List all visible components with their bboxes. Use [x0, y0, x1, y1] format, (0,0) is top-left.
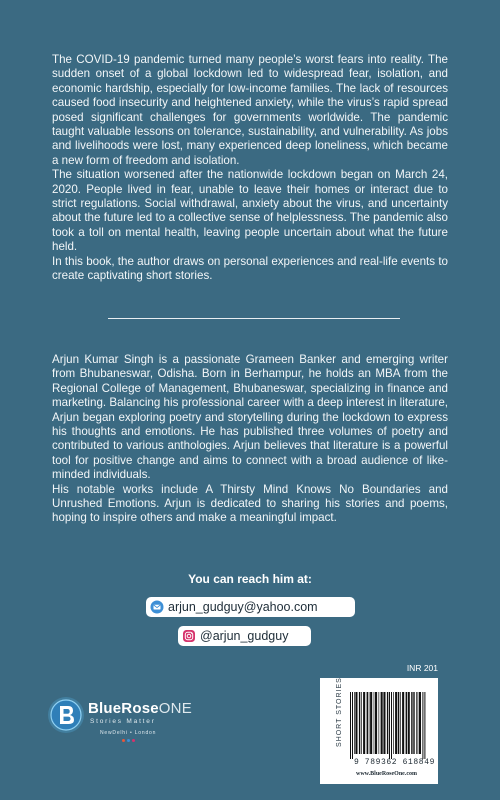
barcode-bar	[411, 692, 412, 754]
barcode-bar	[400, 692, 401, 754]
barcode-bar	[406, 692, 407, 754]
social-dot-icon	[127, 739, 130, 742]
barcode-bar	[354, 692, 355, 754]
publisher-cities: NewDelhi • London	[100, 730, 157, 736]
barcode-bar	[395, 692, 397, 754]
publisher-website: www.BlueRoseOne.com	[356, 771, 417, 777]
barcode-guard-bar	[422, 692, 423, 759]
barcode-bar	[367, 692, 368, 754]
barcode-bar	[408, 692, 410, 754]
publisher-emblem-icon	[46, 692, 86, 738]
barcode-guard-bar	[389, 692, 390, 759]
author-bio-paragraph-1: Arjun Kumar Singh is a passionate Grameen Banker and emerging writer from Bhubaneswar, Odisha. Born in Berhampur, he holds an MBA from the Regional College of Management, Bhubaneswar, specializing in finance and marketing. Balancing his professional career with a deep interest in literature, Arjun began exploring poetry and storytelling during the lockdown to express his thoughts and emotions. He has published three volumes of poetry and contributed to various anthologies. Arjun believes that literature is a powerful tool for positive change and aims to connect with a broad audience of like-minded individuals.	[52, 353, 448, 482]
barcode-bar	[370, 692, 372, 754]
genre-label: SHORT STORIES	[336, 677, 343, 747]
contact-heading: You can reach him at:	[188, 572, 312, 586]
synopsis-paragraph-3: In this book, the author draws on personal experiences and real-life events to create captivating short stories.	[52, 254, 448, 283]
isbn-number: 9 789362 618849	[354, 758, 436, 767]
publisher-name-main: BlueRose	[88, 700, 159, 717]
barcode-bar	[363, 692, 365, 754]
barcode-bar	[419, 692, 421, 754]
email-address: arjun_gudguy@yahoo.com	[168, 600, 318, 614]
publisher-tagline: Stories Matter	[90, 718, 156, 725]
instagram-handle: @arjun_gudguy	[200, 629, 289, 643]
price-label: INR 201	[406, 663, 438, 673]
barcode-bar	[416, 692, 417, 754]
instagram-icon	[182, 629, 196, 643]
barcode-bar	[383, 692, 385, 754]
barcode-bar	[393, 692, 394, 754]
barcode-bar	[387, 692, 388, 754]
synopsis-paragraph-1: The COVID-19 pandemic turned many people’s worst fears into reality. The sudden onset of a global lockdown led to widespread fear, isolation, and economic hardship, especially for low-income families. The lack of resources caused food insecurity and heightened anxiety, while the virus’s rapid spread posed significant challenges for governments worldwide. The pandemic taught valuable lessons on tolerance, sustainability, and vulnerability. As jobs and livelihoods were lost, many experienced deep loneliness, which became a new form of freedom and isolation.	[52, 53, 448, 167]
barcode-bar	[355, 692, 357, 754]
publisher-logo	[46, 692, 246, 752]
synopsis-section	[52, 53, 448, 284]
publisher-name-one: ONE	[158, 700, 192, 717]
synopsis-paragraph-2: The situation worsened after the nationwide lockdown began on March 24, 2020. People lived in fear, unable to leave their homes or interact due to strict regulations. Social withdrawal, anxiety about the virus, and uncertainty about the future led to a collective sense of helplessness. The pandemic also took a toll on mental health, leaving people uncertain about what the future held.	[52, 168, 448, 254]
section-divider	[108, 318, 400, 319]
barcode-bar	[379, 692, 380, 754]
barcode-bar	[359, 692, 360, 754]
barcode-bar	[374, 692, 375, 754]
author-bio-section	[52, 353, 448, 526]
barcode-bar	[361, 692, 362, 754]
barcode-bar	[418, 692, 419, 754]
barcode-bar	[375, 692, 377, 754]
social-dot-icon	[122, 739, 125, 742]
barcode-bar	[402, 692, 404, 754]
email-contact-pill[interactable]	[146, 597, 355, 617]
barcode-bar	[413, 692, 414, 754]
barcode-guard-bar	[391, 692, 392, 759]
author-bio-paragraph-2: His notable works include A Thirsty Mind Knows No Boundaries and Unrushed Emotions. Arjun is dedicated to sharing his stories and poems, hoping to inspire others and make a meaningful impact.	[52, 482, 448, 525]
email-icon	[150, 600, 164, 614]
instagram-contact-pill[interactable]	[178, 626, 311, 646]
publisher-social-icons	[122, 739, 135, 742]
barcode-bar	[381, 692, 383, 754]
barcode-bar	[369, 692, 370, 754]
publisher-name	[88, 700, 192, 717]
social-dot-icon	[132, 739, 135, 742]
barcode-guard-bar	[350, 692, 351, 759]
barcode-guard-bar	[352, 692, 353, 759]
barcode-guard-bar	[424, 692, 425, 759]
barcode-bar	[398, 692, 399, 754]
